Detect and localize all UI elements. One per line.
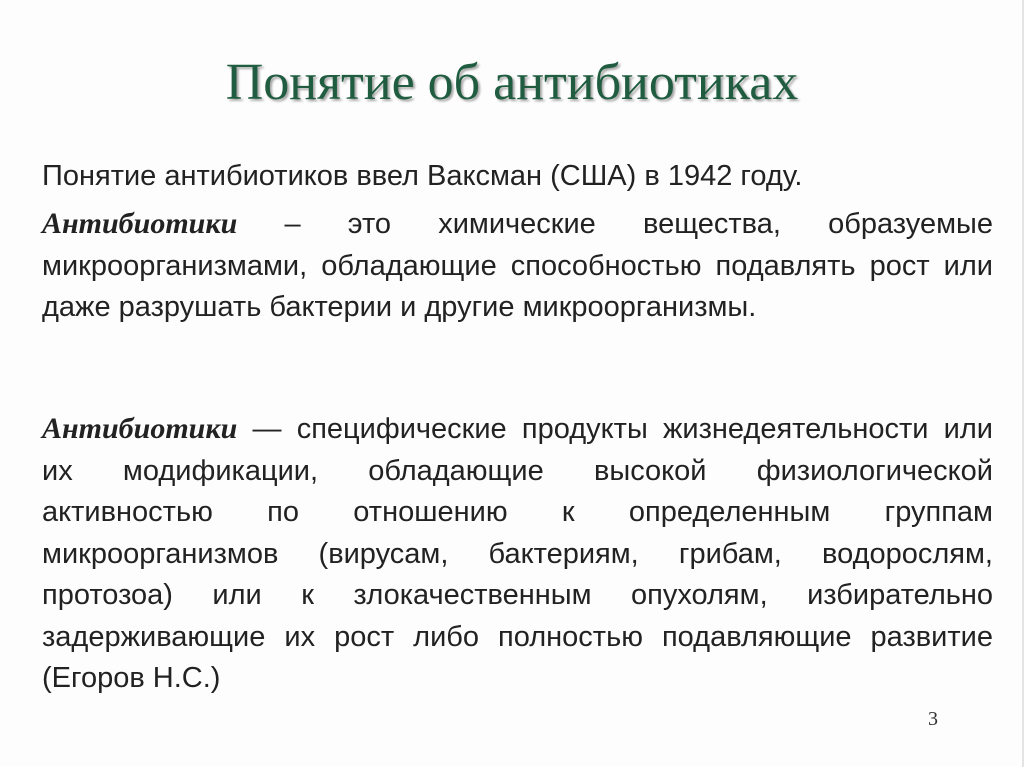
definition-text-1: – это химические вещества, образуемые микроорганизмами, обладающие способностью подавлять рост или даже разрушать бактерии и другие микроорганизмы. (42, 208, 993, 323)
intro-paragraph: Понятие антибиотиков ввел Ваксман (США) в 1942 году. (42, 160, 803, 192)
definition-paragraph-2 (42, 408, 993, 700)
definition-term-1: Антибиотики (42, 207, 238, 240)
definition-paragraph-1 (42, 203, 993, 329)
page-number: 3 (928, 708, 938, 730)
slide-title: Понятие об антибиотиках (225, 54, 799, 111)
definition-text-2: — специфические продукты жизнедеятельности или их модификации, обладающие высокой физиологической активностью по отношению к определенным группам микроорганизмов (вирусам, бактериям, грибам, водорослям, протозоа) или к злокачественным опухолям, избирательно задерживающие их рост либо полностью подавляющие развитие (Егоров Н.С.) (42, 413, 993, 694)
definition-term-2: Антибиотики (42, 412, 238, 445)
